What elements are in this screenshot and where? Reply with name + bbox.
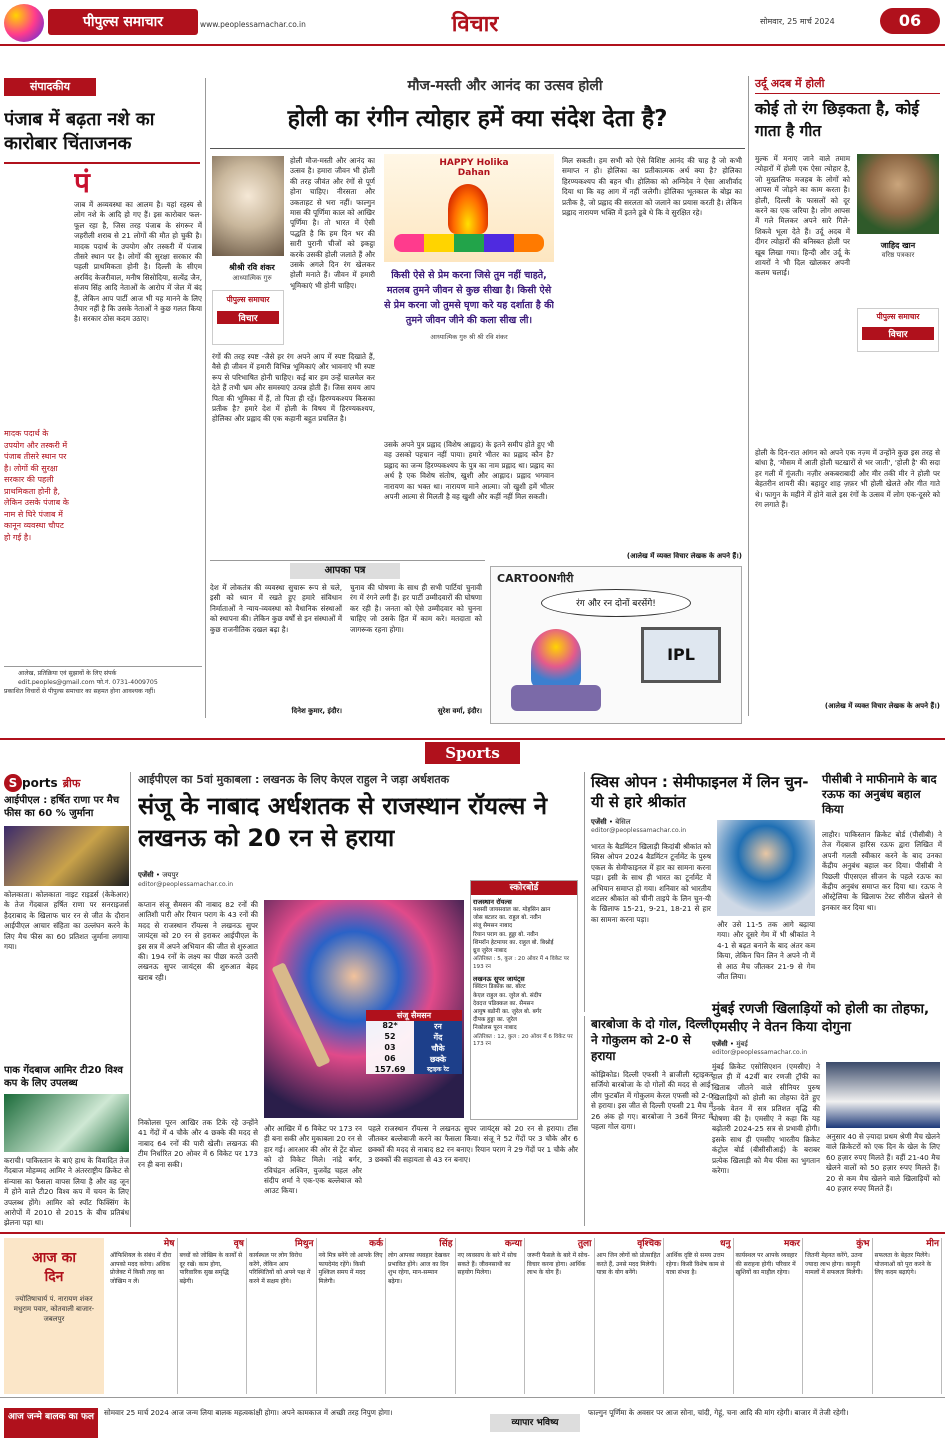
sign-name: धनु [719, 1239, 731, 1249]
ipl-title: संजू के नाबाद अर्धशतक से राजस्थान रॉयल्स ने लखनऊ को 20 रन से हराया [138, 792, 548, 852]
brief-title-2: पाक गेंदबाज आमिर टी20 विश्व कप के लिए उपलब्ध [4, 1065, 123, 1089]
pcb-title: पीसीबी ने माफीनामे के बाद रऊफ का अनुबंध बहाल किया [822, 772, 937, 816]
swiss-byline: एजेंसी • बेसिल editor@peoplessamachar.co.in [591, 818, 813, 834]
sign-name: कर्क [369, 1239, 383, 1249]
brief-badge-s: S [4, 774, 22, 792]
scoreboard-row: दीपक हुड्डा का. जुरेल [473, 1017, 517, 1024]
birth-text: सोमवार 25 मार्च 2024 आज जन्म लिया बालक महत्वकांक्षी होगा। अपने कामकाज में अच्छी तरह निपुण होगा। [104, 1408, 393, 1417]
urdu-author-name: जाहिद खान [880, 241, 916, 250]
holi-col1: होली मौज-मस्ती और आनंद का उत्सव है। हमारा जीवन भी होली की तरह जीवंत और रंगों से पूर्ण होना चाहिए। नीरसता और उकताहट से भरा नहीं। फाल्गुन मास की पूर्णिमा काल को आखिर पूर्णिमा है। तो भारत में ऐसी पद्धति है कि हम दिन भर की सारी पुरानी चीजों को इकट्ठा करके उसकी होली जलाते हैं और उसके अगले दिन रंग खेलकर होली मनाते हैं। जीवन में हमारी भूमिकाएं भी होनी चाहिए। [290, 156, 375, 290]
scoreboard-row: देवदत्त पडिक्कल का. सैमसन [473, 1000, 534, 1007]
holika-text: HAPPY Holika Dahan [439, 158, 509, 178]
sign-text: सफलता के बेहतर मिलेंगे। योजनाओं को पूरा करने के लिए कदम बढ़ाएंगे। [874, 1252, 932, 1277]
trade-text: फाल्गुन पूर्णिमा के अवसर पर आज सोना, चांदी, गेहूं, चना आदि की मांग रहेगी। बाजार में तेजी रहेगी। [588, 1408, 849, 1417]
letter-2-sig: सुरेश वर्मा, इंदौर। [437, 707, 482, 715]
author-role: आध्यात्मिक गुरु [232, 274, 272, 282]
scoreboard-row: जोस बटलर का. राहुल बो. नवीन [473, 915, 541, 922]
bottom-strip [0, 1402, 945, 1445]
letter-1-sig: दिनेश कुमार, इंदौर। [291, 707, 342, 715]
holi-rule [210, 148, 745, 149]
ranji-body2: अनुसार 40 से ज़्यादा प्रथम श्रेणी मैच खेलने वाले क्रिकेटरों को एक दिन के खेल के लिए 60 हज़ार रुपए मिलते हैं। वहीं 21-40 मैच खेलने वालों को 50 हज़ार रुपए मिलते हैं। 20 से कम मैच खेलने वाले खिलाड़ियों को 40 हज़ार रुपए मिलते हैं। [826, 1132, 940, 1194]
editorial-footer [4, 666, 202, 718]
ipl-body2: निकोलस पूरन आखिर तक टिके रहे उन्होंने 41 गेंदों में 4 चौके और 4 छक्के की मदद से नाबाद 64 रनों की पारी खेली। लखनऊ की टीम निर्धारित 20 ओवर में 6 विकेट पर 173 रन ही बना सकी। [138, 1118, 258, 1169]
sports-brief [4, 772, 131, 1227]
football-section [584, 1016, 714, 1226]
sign-card [456, 1238, 526, 1394]
editorial-side-note: मादक पदार्थ के उपयोग और तस्करी में पंजाब तीसरे स्थान पर है। लोगों की सुरक्षा सरकार की पहली प्राथमिकता होनी है, लेकिन उसके पंजाब के नाम से घिरे पंजाब में कानून व्यवस्था चौपट हो गई है। [4, 429, 69, 542]
holi-title: होली का रंगीन त्योहार हमें क्या संदेश देता है? [287, 106, 668, 132]
stat-balls: 52 [384, 1032, 396, 1041]
horoscope-title-2: दिन [44, 1269, 64, 1285]
sign-name: तुला [577, 1239, 592, 1249]
sign-name: मेष [163, 1239, 175, 1249]
scoreboard-row: आयुष बडोनी का. जुरेल बो. बर्गर [473, 1009, 542, 1016]
ipl-body3: और आखिर में 6 विकेट पर 173 रन ही बना सकी और मुकाबला 20 रन से हार गई। आरआर की ओर से ट्रेंट बोल्ट को दो विकेट मिले। नांद्रे बर्गर, रविचंद्रन अश्विन, युजवेंद्र चहल और संदीप शर्मा ने एक-एक बल्लेबाज को आउट किया। [264, 1124, 362, 1196]
sign-card [178, 1238, 248, 1394]
footer-email: edit.peoples@gmail.com फो.नं. 0731-4009705 [18, 679, 158, 686]
stat-runs-label: रन [414, 1021, 462, 1032]
ipl-body1: कप्तान संजू सैमसन की नाबाद 82 रनों की आतिशी पारी और रियान पराग के 43 रनों की मदद से राजस्थान रॉयल्स ने लखनऊ सुपर जायंट्स को 20 रन से हराकर आईपीएल के इस सत्र में अपने अभियान की जीत से शुरुआत की। 194 रनों के लक्ष्य का पीछा करते उतरी लखनऊ सुपर जायंट्स की शुरुआत बेहद खराब रही। [138, 900, 258, 982]
sports-rule [0, 738, 945, 740]
stat-fours-label: चौके [414, 1043, 462, 1054]
brief-body-1: कोलकाता। कोलकाता नाइट राइडर्स (केकेआर) के तेज गेंदबाज हर्षित राणा पर सनराइजर्स हैदराबाद के खिलाफ चार रन से जीत के दौरान आईपीएल आचार संहिता का उल्लंघन करने के लिए मैच फीस का 60 प्रतिशत जुर्माना लगाया गया। [4, 890, 129, 952]
sign-text: जितनी मेहनत करेंगे, उतना ज्यादा लाभ होगा। कानूनी मामलों में सफलता मिलेगी। [805, 1252, 863, 1277]
urdu-column [748, 76, 943, 716]
football-body: कोझिकोड। दिल्ली एफसी ने ब्राजीली स्ट्राइकर सर्जियो बारबोजा के दो गोलों की मदद से आई-लीग फुटबॉल में गोकुलम केरल एफसी को 2-0 से हराया। इस जीत से दिल्ली एफसी 21 मैच में 26 अंक हो गए। बारबोजा ने 36वें मिनट में पहला गोल दागा। [591, 1070, 713, 1132]
horoscope-title-box [4, 1238, 104, 1394]
urdu-section: विचार [862, 327, 934, 340]
letters-section [210, 560, 485, 730]
sign-text: नये मित्र बनेंगे जो आपके लिए फायदेमंद रहेंगे। किसी मुश्किल समय में मदद मिलेगी। [318, 1252, 383, 1285]
ipl-byline: एजेंसी • जयपुर editor@peoplessamachar.co.in [138, 870, 258, 890]
swiss-side: और उसे 11-5 तक आगे बढ़ाया गया। और दूसरे गेम में भी श्रीकांत ने 4-1 से बढ़त बनाने के बाद अंतर कम किया, लेकिन चिन लिन ने अपने नौ में से आठ मैच जीतकर 21-9 से गेम जीत लिया। [717, 920, 815, 982]
scoreboard-team-2: लखनऊ सुपर जायंट्स [473, 975, 525, 984]
date: सोमवार, 25 मार्च 2024 [760, 17, 835, 26]
tv-text: IPL [667, 645, 695, 664]
cartoon-label: CARTOONगीरी [497, 572, 574, 585]
quote-credit: आध्यात्मिक गुरु श्री श्री रवि शंकर [430, 333, 508, 341]
ranji-section [708, 1000, 943, 1228]
sign-text: बच्चों को जोखिम के कार्यों से दूर रखें। काम होगा, पारिवारिक सुख समृद्धि बढ़ेगी। [179, 1252, 243, 1285]
sign-text: आर्थिक दृष्टि से समय उत्तम रहेगा। किसी विशेष काम से यात्रा संभव है। [666, 1252, 725, 1277]
sign-card [108, 1238, 178, 1394]
ranji-body1: मुंबई क्रिकेट एसोसिएशन (एमसीए) ने हाल ही में 42वीं बार रणजी ट्रॉफी का खिताब जीतने वाले सीनियर पुरुष खिलाड़ियों को होली का तोहफा देते हुए उनके वेतन में सत्र प्रतिशत वृद्धि की घोषणा की है। एमसीए ने कहा कि यह बढ़ोतरी 2024-25 सत्र से प्रभावी होगी। इसके साथ ही एमसीए भारतीय क्रिकेट कंट्रोल बोर्ड (बीसीसीआई) के बराबर प्रत्येक खिलाड़ी को मैच फीस का भुगतान करेगा। [712, 1062, 820, 1176]
sign-name: वृष [233, 1239, 244, 1249]
brief-body-2: कराची। पाकिस्तान के बाएं हाथ के विवादित तेज गेंदबाज मोहम्मद आमिर ने अंतरराष्ट्रीय क्रिकेट से संन्यास का फैसला वापस लिया है और वह जून में होने वाले टी20 विश्व कप में चयन के लिए उपलब्ध होंगे। आमिर को स्पॉट फिक्सिंग के आरोपों में 2010 से 2015 के बीच प्रतिबंध झेलना पड़ा था। [4, 1156, 129, 1227]
holi-badge [4, 4, 44, 42]
editorial-rule [4, 162, 200, 164]
cartoon-bubble: रंग और रन दोनों बरसेंगे! [541, 589, 691, 617]
stat-sr-label: स्ट्राइक रेट [414, 1065, 462, 1074]
stat-runs: 82* [382, 1021, 398, 1030]
birth-label: आज जन्मे बालक का फल [4, 1408, 98, 1438]
swiss-agency: एजेंसी [591, 818, 607, 826]
holi-footnote: (आलेख में व्यक्त विचार लेखक के अपने हैं।) [626, 552, 742, 560]
sports-banner: Sports [425, 742, 520, 764]
section-title: विचार [451, 12, 499, 37]
ipl-agency: एजेंसी [138, 871, 154, 879]
stat-sixes-label: छक्के [414, 1054, 462, 1065]
sign-text: नए व्यवसाय के बारे में सोच सकते हैं। जीवनसाथी का सहयोग मिलेगा। [457, 1252, 517, 1277]
ipl-place: जयपुर [162, 871, 179, 879]
urdu-footnote: (आलेख में व्यक्त विचार लेखक के अपने हैं।) [824, 702, 940, 710]
sign-name: कुंभ [856, 1239, 870, 1249]
section-mini: विचार [217, 311, 279, 324]
holi-col4: मिल सकती। हम सभी को ऐसे विशिष्ट आनंद की चाह है जो कभी समाप्त न हो। होलिका का प्रतीकात्मक अर्थ क्या है? होलिका हिरण्यकश्यप की बहन थी। होलिका को अग्निदेव ने ऐसा आशीर्वाद दिया था कि वह आग में नहीं जलेगी। होलिका भूतकाल के बोझ का प्रतीक है, जो प्रह्लाद की सरलता को जलाने का प्रयास करती है। लेकिन प्रह्लाद नारायण भक्ति में इतने डूबे थे कि वे सुरक्षित रहे। [562, 156, 742, 218]
page-number: 06 [880, 8, 940, 34]
sign-text: ऑफिशियल के संबंध में दौरा आपको मदद करेगा। अधिक प्रोजेक्ट में किसी तरह का जोखिम न लें। [110, 1252, 172, 1285]
scoreboard-row: क्विंटन डिकॉक का. बोल्ट [473, 984, 526, 991]
horoscope-author: ज्योतिषाचार्य पं. नारायण शंकर मधुराम पवार, कोतवाली बाजार-जबलपुर [13, 1295, 95, 1323]
holi-logo-box [212, 290, 284, 345]
holi-quote [384, 268, 554, 436]
ranji-byline: एजेंसी • मुंबई editor@peoplessamachar.co.in [712, 1040, 942, 1056]
letters-label: आपका पत्र [290, 563, 400, 579]
scoreboard-row: संजू सैमसन नाबाद [473, 923, 513, 930]
sign-card [525, 1238, 595, 1394]
author-name: श्रीश्री रवि शंकर [229, 263, 275, 272]
stat-sr: 157.69 [374, 1065, 406, 1074]
sign-text: आप जिन लोगों को प्रोत्साहित करते हैं, उनसे मदद मिलेगी। यात्रा के योग बनेंगे। [596, 1252, 661, 1277]
brief-photo-1 [4, 826, 129, 886]
pcb-section [818, 772, 943, 997]
sign-grid [108, 1238, 942, 1394]
drop-cap: पं [74, 168, 90, 198]
scoreboard [470, 880, 578, 1120]
footer-disclaimer: प्रकाशित विचारों से पीपुल्स समाचार का सहमत होना आवश्यक नहीं। [4, 688, 156, 695]
scoreboard-team-1: राजस्थान रॉयल्स [473, 898, 512, 906]
ranji-photo [826, 1062, 940, 1128]
sign-card [247, 1238, 317, 1394]
cartoon-tv [641, 627, 721, 683]
cartoon-sofa [511, 685, 601, 711]
urdu-author-role: वरिष्ठ पत्रकार [881, 251, 915, 259]
letter-2: चुनाव की घोषणा के साथ ही सभी पार्टियां चुनावी रंग में रंगने लगी हैं। हर पार्टी उम्मीदवारों की घोषणा कर रही है। जनता को ऐसे उम्मीदवार को चुनना चाहिए जो उसके हित में काम करे। मतदाता को जागरूक रहना होगा। [350, 583, 482, 634]
swiss-title: स्विस ओपन : सेमीफाइनल में लिन चुन-यी से हारे श्रीकांत [591, 773, 809, 811]
editorial-body: जाब में अव्यवस्था का आलम है। यहां रहस्य से लोग नशे के आदि हो गए हैं। इस कारोबार फल-फूल रहा है, जिस तरह पंजाब के संगरूर में जहरीली शराब से 21 लोगों की मौत हो चुकी है। मादक पदार्थ के उपयोग और तस्करी में पंजाब तीसरे स्थान पर है। लोगों की सुरक्षा सरकार की पहली प्राथमिकता होनी है। दिल्ली के सीएम अरविंद केजरीवाल, मनीष सिसोदिया, सत्येंद्र जैन, संजय सिंह आदि नेताओं के आरोप में जेल में बंद हैं, लेकिन आप पार्टी आज भी यह मानने के लिए तैयार नहीं है कि उसके नेताओं ने कुछ गलत किया है। सरकार ठोस कदम उठाए। [74, 200, 202, 324]
fire-icon [448, 184, 488, 234]
urdu-logo: पीपुल्स समाचार [876, 312, 920, 321]
editorial-title: पंजाब में बढ़ता नशे का कारोबार चिंताजनक [4, 109, 155, 154]
sign-name: मकर [784, 1239, 800, 1249]
swiss-place: बेसिल [615, 818, 631, 826]
brief-badge-tail: ब्रीफ [62, 777, 81, 790]
swiss-body: भारत के बैडमिंटन खिलाड़ी किदांबी श्रीकांत को स्विस ओपन 2024 बैडमिंटन टूर्नामेंट के पुरुष एकल के सेमीफाइनल में हार का सामना करना पड़ा। इसी के साथ ही भारत का टूर्नामेंट में अभियान समाप्त हो गया। शनिवार को भारतीय शटलर श्रीकांत को चीनी ताइपे के लिन चुन-यी के खिलाफ 15-21, 9-21, 18-21 से हार का सामना करना पड़ा। [591, 842, 711, 924]
bat-shape [271, 962, 330, 1068]
urdu-logo-box [857, 308, 939, 352]
scoreboard-extras-1: अतिरिक्त : 5, कुल : 20 ओवर में 4 विकेट पर 193 रन [473, 956, 570, 970]
swiss-section [584, 772, 816, 1012]
urdu-photo [857, 154, 939, 234]
sign-card [664, 1238, 734, 1394]
sign-card [803, 1238, 873, 1394]
ipl-kicker: आईपीएल का 5वां मुकाबला : लखनऊ के लिए केएल राहुल ने जड़ा अर्धशतक [138, 773, 450, 786]
swiss-photo [717, 820, 815, 916]
sign-name: सिंह [439, 1239, 453, 1249]
scoreboard-rows-2 [471, 983, 577, 1032]
ipl-body4: पहले राजस्थान रॉयल्स ने लखनऊ सुपर जायंट्स को 20 रन से हराया। टॉस जीतकर बल्लेबाजी करने का फैसला किया। संजू ने 52 गेंदों पर 3 चौके और 6 छक्कों की मदद से नाबाद 82 रन बनाए। रियान पराग ने 29 गेंदों पर 1 चौके और 3 छक्कों की सहायता से 43 रन बनाए। [368, 1124, 578, 1165]
urdu-kicker: उर्दू अदब में होली [755, 76, 940, 94]
scoreboard-label: स्कोरबोर्ड [471, 881, 577, 895]
letter-1: देश में लोकतंत्र की व्यवस्था सुचारू रूप से चले, इसी को ध्यान में रखते हुए हमारे संविधान निर्माताओं ने न्याय-व्यवस्था को वैधानिक संस्थाओं को स्थापना की। लेकिन कुछ वर्षों से इन संस्थाओं में कुछ राजनीतिक दखल बढ़ा है। [210, 583, 342, 634]
swiss-email: editor@peoplessamachar.co.in [591, 827, 687, 834]
scoreboard-rows-1 [471, 906, 577, 955]
color-bowls [394, 234, 544, 252]
sign-text: लोग आपका व्यवहार देखकर प्रभावित होंगे। आज का दिन शुभ रहेगा, मान-सम्मान बढ़ेगा। [388, 1252, 450, 1285]
sign-name: वृश्चिक [637, 1239, 661, 1249]
horoscope [0, 1232, 945, 1398]
trade-label: व्यापार भविष्य [490, 1414, 580, 1432]
scoreboard-row: रियान पराग का. हुड्डा बो. नवीन [473, 931, 538, 938]
ranji-title: मुंबई रणजी खिलाड़ियों को होली का तोहफा, एमसीए ने वेतन किया दोगुना [712, 1001, 930, 1035]
horoscope-title-1: आज का [32, 1250, 76, 1266]
sign-name: कन्या [504, 1239, 522, 1249]
brief-photo-2 [4, 1094, 129, 1152]
brief-title-1: आईपीएल : हर्षित राणा पर मैच फीस का 60 % जुर्माना [4, 795, 120, 819]
editorial-label: संपादकीय [4, 78, 96, 96]
scoreboard-row: शिमरॉन हेटमायर का. राहुल बो. बिश्नोई [473, 939, 554, 946]
scoreboard-extras-2: अतिरिक्त : 12, कुल : 20 ओवर में 6 विकेट पर 173 रन [473, 1033, 573, 1048]
logo: पीपुल्स समाचार [48, 9, 198, 35]
urdu-title: कोई तो रंग छिड़कता है, कोई गाता है गीत [755, 100, 919, 140]
holi-kicker: मौज-मस्ती और आनंद का उत्सव होली [407, 78, 603, 94]
site-url: www.peoplessamachar.co.in [200, 20, 306, 29]
stat-fours: 03 [384, 1043, 396, 1052]
scoreboard-row: केएल राहुल का. जुरेल बो. संदीप [473, 992, 542, 999]
urdu-body1: मुल्क में मनाए जाने वाले तमाम त्योहारों में होली एक ऐसा त्योहार है, जो मुख्तलिफ मजहब के लोगों को आपस में जोड़ने का काम करता है। होली, दिल्ली के फासलों को दूर करने का एक जरिया है। लोग आपस में गले मिलकर अपने सारे गिले-शिकवे भूला देते हैं। उर्दू अदब में दीगर त्योहारों की बनिस्बत होली पर खूब लिखा गया। हिन्दी और उर्दू के शायरों ने भी दिल खोलकर अपनी कलम चलाई। [755, 154, 850, 278]
scoreboard-row: यशस्वी जायसवाल का. मोहसिन ख़ान [473, 907, 551, 913]
player-name: संजू सैमसन [366, 1010, 462, 1021]
stat-sixes: 06 [384, 1054, 396, 1063]
brief-badge: ports [22, 776, 58, 790]
stat-balls-label: गेंद [414, 1032, 462, 1043]
player-stats [366, 1010, 462, 1118]
pcb-body: लाहौर। पाकिस्तान क्रिकेट बोर्ड (पीसीबी) ने तेज गेंदबाज हारिस रऊफ द्वारा लिखित में अपनी गलती स्वीकार करने के बाद उनका केंद्रीय अनुबंध बहाल कर दिया। पीसीबी ने पिछली पीएसएल सीजन के पहले रऊफ का केंद्रीय अनुबंध समाप्त कर दिया था। रऊफ ने ऑस्ट्रेलिया के खिलाफ टेस्ट सीरीज खेलने से इनकार कर दिया था। [822, 830, 942, 912]
scoreboard-row: ध्रुव जुरेल नाबाद [473, 948, 507, 955]
sign-card [734, 1238, 804, 1394]
football-title: बारबोजा के दो गोल, दिल्ली ने गोकुलम को 2-0 से हराया [591, 1017, 712, 1063]
sign-name: मिथुन [295, 1239, 314, 1249]
cartoon [490, 566, 742, 724]
ranji-agency: एजेंसी [712, 1040, 728, 1048]
urdu-body2: होली के दिन-रात आंगन को अपने एक नज़्म में उन्होंने कुछ इस तरह से बांधा है, 'मौसम में आती होली चटखारों से भर जाती', 'होली है' की सदा हर गली में गूंजती। नज़ीर अकबराबादी और मीर तकी मीर ने होली पर बेहतरीन शायरी की। बहादुर शाह ज़फ़र भी होली खेलते और गीत गाते थे। फागुन के महीने में होने वाले इस रंगों के उत्सव में लोग एक-दूसरे को रंग लगाते हैं। [755, 448, 940, 510]
logo-mini: पीपुल्स समाचार [226, 295, 270, 304]
footer-line: आलेख, प्रतिक्रिया एवं सुझावों के लिए संपर्क [18, 670, 117, 677]
sign-card [386, 1238, 456, 1394]
scoreboard-row: निकोलस पूरन नाबाद [473, 1025, 517, 1032]
author-photo [212, 156, 284, 256]
sign-name: मीन [926, 1239, 939, 1249]
sign-text: कार्यस्थल पर लोग विरोध करेंगे, लेकिन आप परिस्थितियों को अपने पक्ष में करने में सक्षम होंगे। [249, 1252, 311, 1285]
cartoon-man [531, 629, 581, 689]
sign-text: कार्यस्थल पर आपके व्यवहार की सराहना होगी। परिवार में खुशियों का माहौल रहेगा। [735, 1252, 798, 1277]
masthead [0, 0, 945, 46]
holika-image [384, 154, 554, 262]
ranji-email: editor@peoplessamachar.co.in [712, 1049, 808, 1056]
editorial-column [4, 78, 206, 718]
ranji-place: मुंबई [736, 1040, 748, 1048]
sign-card [873, 1238, 943, 1394]
sign-text: जरूरी फैसले के बारे में सोच-विचार करना होगा। आर्थिक लाभ के योग हैं। [527, 1252, 590, 1277]
holi-col3: उसके अपने पुत्र प्रह्लाद (विशेष आह्लाद) के इतने समीप होते हुए भी वह उसको पहचान नहीं पाया। हमारे भीतर का प्रह्लाद कौन है? प्रह्लाद का जन्म हिरण्यकश्यप के पुत्र का नाम प्रह्लाद था। प्रह्लाद का अर्थ है एक विशेष संतोष, खुशी और आह्लाद। प्रह्लाद भगवान नारायण का भक्त था। नारायण माने आत्मा। जो खुशी हमें भीतर अपनी आत्मा से मिलती है वह खुशी और कहीं नहीं मिल सकती। [384, 440, 554, 502]
sign-card [317, 1238, 387, 1394]
quote-text: किसी ऐसे से प्रेम करना जिसे तुम नहीं चाहते, मतलब तुमने जीवन से कुछ सीखा है। किसी ऐसे से प्रेम करना जो तुमसे घृणा करे यह दर्शाता है की तुमने जीवन जीने की कला सीख ली। [384, 270, 554, 326]
holi-col2: रंगों की तरह स्पष्ट -जैसे हर रंग अपने आप में स्पष्ट दिखाते हैं, वैसे ही जीवन में हमारी विभिन्न भूमिकाएं और भावनाएं भी स्पष्ट रूप से परिभाषित होनी चाहिए। कई बार हम उन्हें घालमेल कर देते हैं तभी भ्रम और समस्याएं उत्पन्न होती हैं। जिस समय आप पिता की भूमिका में हैं, तो पिता ही रहें। हिरण्यकश्यप किसका प्रतीक है? हमारे देश में होली के विषय में हिरण्यकश्यप, होलिका और प्रह्लाद की एक कहानी बहुत प्रचलित है। [212, 352, 375, 424]
ipl-email: editor@peoplessamachar.co.in [138, 881, 234, 888]
brief-header [4, 772, 129, 790]
sign-card [595, 1238, 665, 1394]
